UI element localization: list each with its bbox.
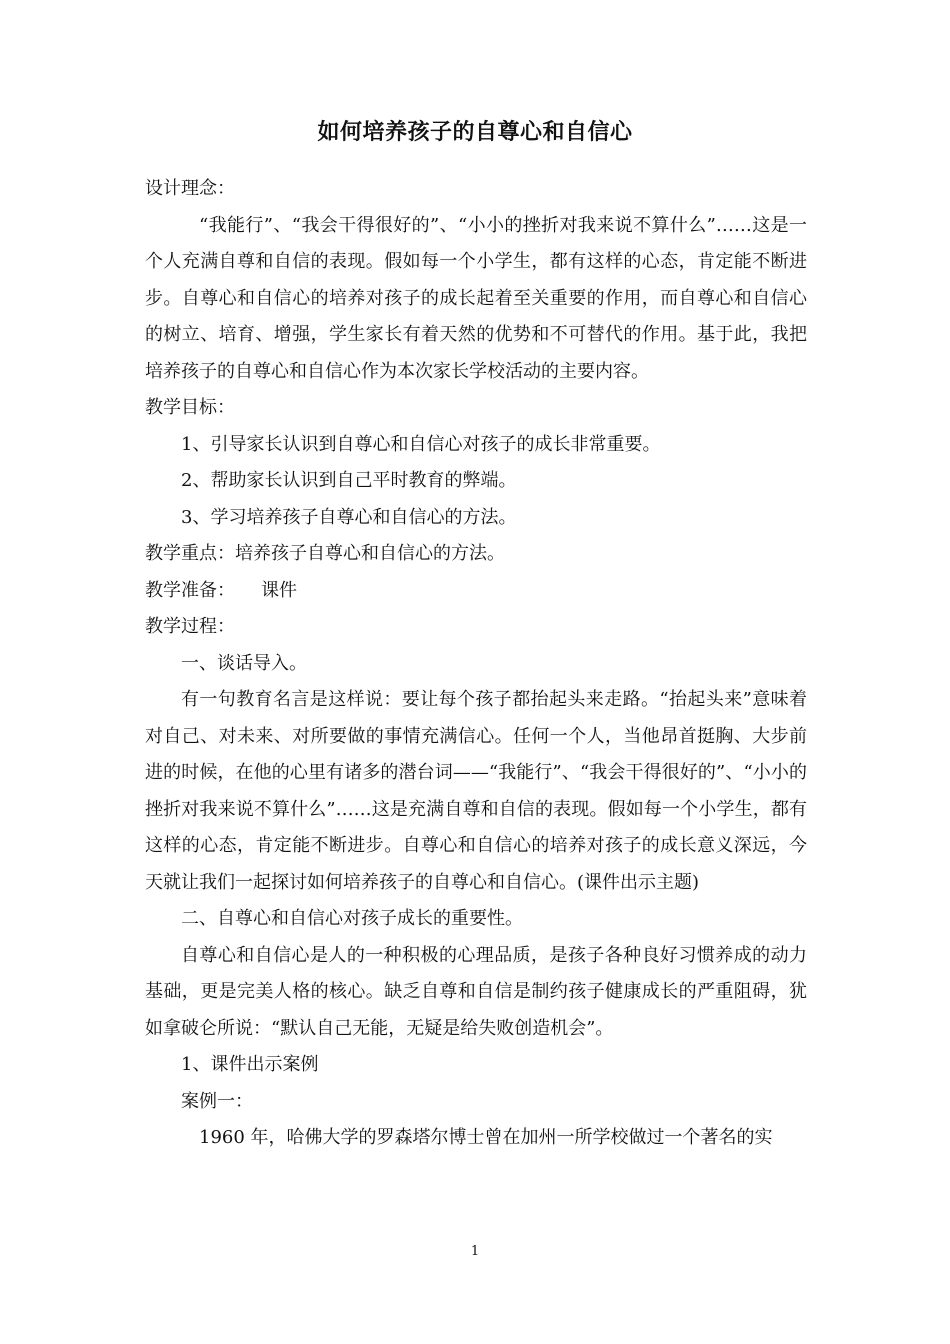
section-teaching-preparation	[145, 573, 807, 610]
paragraph-importance: 自尊心和自信心是人的一种积极的心理品质，是孩子各种良好习惯养成的动力基础，更是完美人格的核心。缺乏自尊和自信是制约孩子健康成长的严重阻碍，犹如拿破仑所说：“默认自己无能，无疑是给失败创造机会”。	[145, 944, 807, 1039]
page-number: 1	[470, 1244, 480, 1259]
subheading-case-show: 1、课件出示案例	[181, 1054, 319, 1075]
subheading-importance: 二、自尊心和自信心对孩子成长的重要性。	[181, 908, 523, 929]
paragraph-introduction: 有一句教育名言是这样说：要让每个孩子都抬起头来走路。“抬起头来”意味着对自己、对未来、对所要做的事情充满信心。任何一个人，当他昂首挺胸、大步前进的时候，在他的心里有诸多的潜台词——“我能行”、“我会干得很好的”、“小小的挫折对我来说不算什么”……这是充满自尊和自信的表现。假如每一个小学生，都有这样的心态，肯定能不断进步。自尊心和自信心的培养对孩子的成长意义深远，今天就让我们一起探讨如何培养孩子的自尊心和自信心。(课件出示主题)	[145, 689, 807, 893]
subheading-introduction: 一、谈话导入。	[181, 652, 307, 674]
document-title: 如何培养孩子的自尊心和自信心	[317, 120, 633, 145]
goal-item-2: 2、帮助家长认识到自己平时教育的弊端。	[181, 470, 517, 491]
goal-item-1: 1、引导家长认识到自尊心和自信心对孩子的成长非常重要。	[181, 433, 661, 455]
paragraph-design-concept: “我能行”、“我会干得很好的”、“小小的挫折对我来说不算什么”……这是一个人充满自尊和自信的表现。假如每一个小学生，都有这样的心态，肯定能不断进步。自尊心和自信心的培养对孩子的成长起着至关重要的作用，而自尊心和自信心的树立、培育、增强，学生家长有着天然的优势和不可替代的作用。基于此，我把培养孩子的自尊心和自信心作为本次家长学校活动的主要内容。	[145, 214, 807, 382]
section-heading-teaching-goals: 教学目标：	[145, 397, 235, 418]
section-heading-teaching-focus: 教学重点：培养孩子自尊心和自信心的方法。	[145, 543, 505, 564]
paragraph-case-one: 1960 年，哈佛大学的罗森塔尔博士曾在加州一所学校做过一个著名的实	[199, 1127, 773, 1148]
goal-item-3: 3、学习培养孩子自尊心和自信心的方法。	[181, 506, 517, 528]
teaching-preparation-value: 课件	[261, 579, 297, 601]
section-heading-design-concept: 设计理念：	[145, 178, 235, 199]
document-body	[145, 171, 807, 1157]
teaching-preparation-label: 教学准备：	[145, 579, 235, 601]
subheading-case-one: 案例一：	[181, 1090, 253, 1112]
section-heading-teaching-process: 教学过程：	[145, 616, 235, 637]
